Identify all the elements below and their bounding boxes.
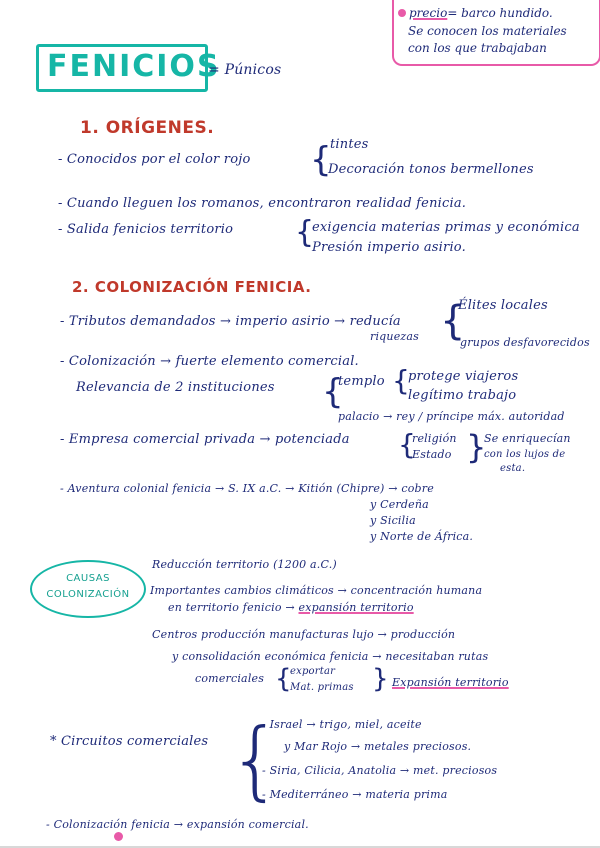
side-note-line-1 xyxy=(398,6,553,20)
causas-mat-primas: Mat. primas xyxy=(290,682,354,693)
side-note-rest: = barco hundido. xyxy=(447,6,553,20)
causas-r6: comerciales xyxy=(195,672,265,685)
causas-expansion: Expansión territorio xyxy=(392,676,509,689)
s1-line-1-tintes: tintes xyxy=(330,137,369,152)
circuitos-item-2: y Mar Rojo → metales preciosos. xyxy=(284,740,472,753)
brace-icon: { xyxy=(295,215,315,250)
brace-icon: { xyxy=(228,710,283,810)
s1-line-3-exigencia: exigencia materias primas y económica xyxy=(312,220,580,235)
causas-ellipse xyxy=(30,560,146,618)
causas-r3-b: expansión territorio xyxy=(298,601,414,614)
section-1-heading: 1. ORÍGENES. xyxy=(80,118,215,138)
circuitos-item-4: - Mediterráneo → materia prima xyxy=(262,788,448,801)
causas-exportar: exportar xyxy=(290,666,336,677)
final-line: - Colonización fenicia → expansión comercial. xyxy=(46,818,309,831)
s2-estado: Estado xyxy=(412,448,452,461)
circuitos-item-1: - Israel → trigo, miel, aceite xyxy=(262,718,422,731)
brace-icon: { xyxy=(398,428,416,461)
causas-r4: Centros producción manufacturas lujo → producción xyxy=(152,628,456,641)
s2-cerdena: y Cerdeña xyxy=(370,498,429,511)
s2-elites: Élites locales xyxy=(458,298,548,313)
pink-bullet-icon xyxy=(398,9,406,17)
s2-aventura: - Aventura colonial fenicia → S. IX a.C. → Kitión (Chipre) → cobre xyxy=(60,482,434,495)
brace-icon: { xyxy=(275,664,292,694)
side-note-line-2: Se conocen los materiales xyxy=(408,24,567,38)
s2-religion: religión xyxy=(412,432,457,445)
causas-r1: Reducción territorio (1200 a.C.) xyxy=(152,558,337,571)
s2-esta: esta. xyxy=(500,463,526,474)
s2-protege: protege viajeros xyxy=(408,369,519,384)
causas-r5: y consolidación económica fenicia → necesitaban rutas xyxy=(172,650,489,663)
causas-label-1: CAUSAS xyxy=(66,573,110,584)
causas-r3-a: en territorio fenicio → xyxy=(168,601,295,614)
brace-icon: } xyxy=(466,428,487,466)
s2-colonizacion: - Colonización → fuerte elemento comercial. xyxy=(60,354,359,369)
s2-empresa: - Empresa comercial privada → potenciada xyxy=(60,432,350,447)
s1-line-2: - Cuando lleguen los romanos, encontraron realidad fenicia. xyxy=(58,196,467,211)
s2-templo: templo xyxy=(338,374,385,389)
brace-icon: { xyxy=(310,140,332,180)
s2-tributos-riquezas: riquezas xyxy=(370,330,420,343)
brace-icon: { xyxy=(392,364,410,397)
page-title: FENICIOS xyxy=(47,49,221,84)
brace-icon: { xyxy=(322,372,344,412)
s2-grupos: grupos desfavorecidos xyxy=(460,336,590,349)
causas-r2: Importantes cambios climáticos → concentración humana xyxy=(150,584,483,597)
s2-norte-africa: y Norte de África. xyxy=(370,530,474,543)
circuitos-label: * Circuitos comerciales xyxy=(50,734,209,749)
brace-icon: { xyxy=(440,298,466,344)
section-2-heading: 2. COLONIZACIÓN FENICIA. xyxy=(72,278,312,296)
s2-enriquecian: Se enriquecían xyxy=(484,432,571,445)
s1-line-3-presion: Presión imperio asirio. xyxy=(312,240,466,255)
side-note-label: precio xyxy=(409,6,448,20)
s2-tributos: - Tributos demandados → imperio asirio → reducía xyxy=(60,314,401,329)
s2-sicilia: y Sicilia xyxy=(370,514,416,527)
s2-lujos: con los lujos de xyxy=(484,449,566,460)
s1-line-1: - Conocidos por el color rojo xyxy=(58,152,251,167)
s2-palacio: palacio → rey / príncipe máx. autoridad xyxy=(338,410,565,423)
s2-relevancia: Relevancia de 2 instituciones xyxy=(76,380,275,395)
causas-r3 xyxy=(168,601,414,614)
circuitos-item-3: - Siria, Cilicia, Anatolia → met. preciosos xyxy=(262,764,498,777)
pink-dot-icon xyxy=(114,832,123,841)
title-subtitle: = Púnicos xyxy=(208,62,282,78)
s1-line-3: - Salida fenicios territorio xyxy=(58,222,234,237)
title-box xyxy=(36,44,221,92)
side-note-line-3: con los que trabajaban xyxy=(408,41,547,55)
causas-label-2: COLONIZACIÓN xyxy=(46,589,130,600)
brace-icon: } xyxy=(372,664,389,694)
s2-legitimo: legítimo trabajo xyxy=(408,388,517,403)
s1-line-1-decoracion: Decoración tonos bermellones xyxy=(328,162,534,177)
